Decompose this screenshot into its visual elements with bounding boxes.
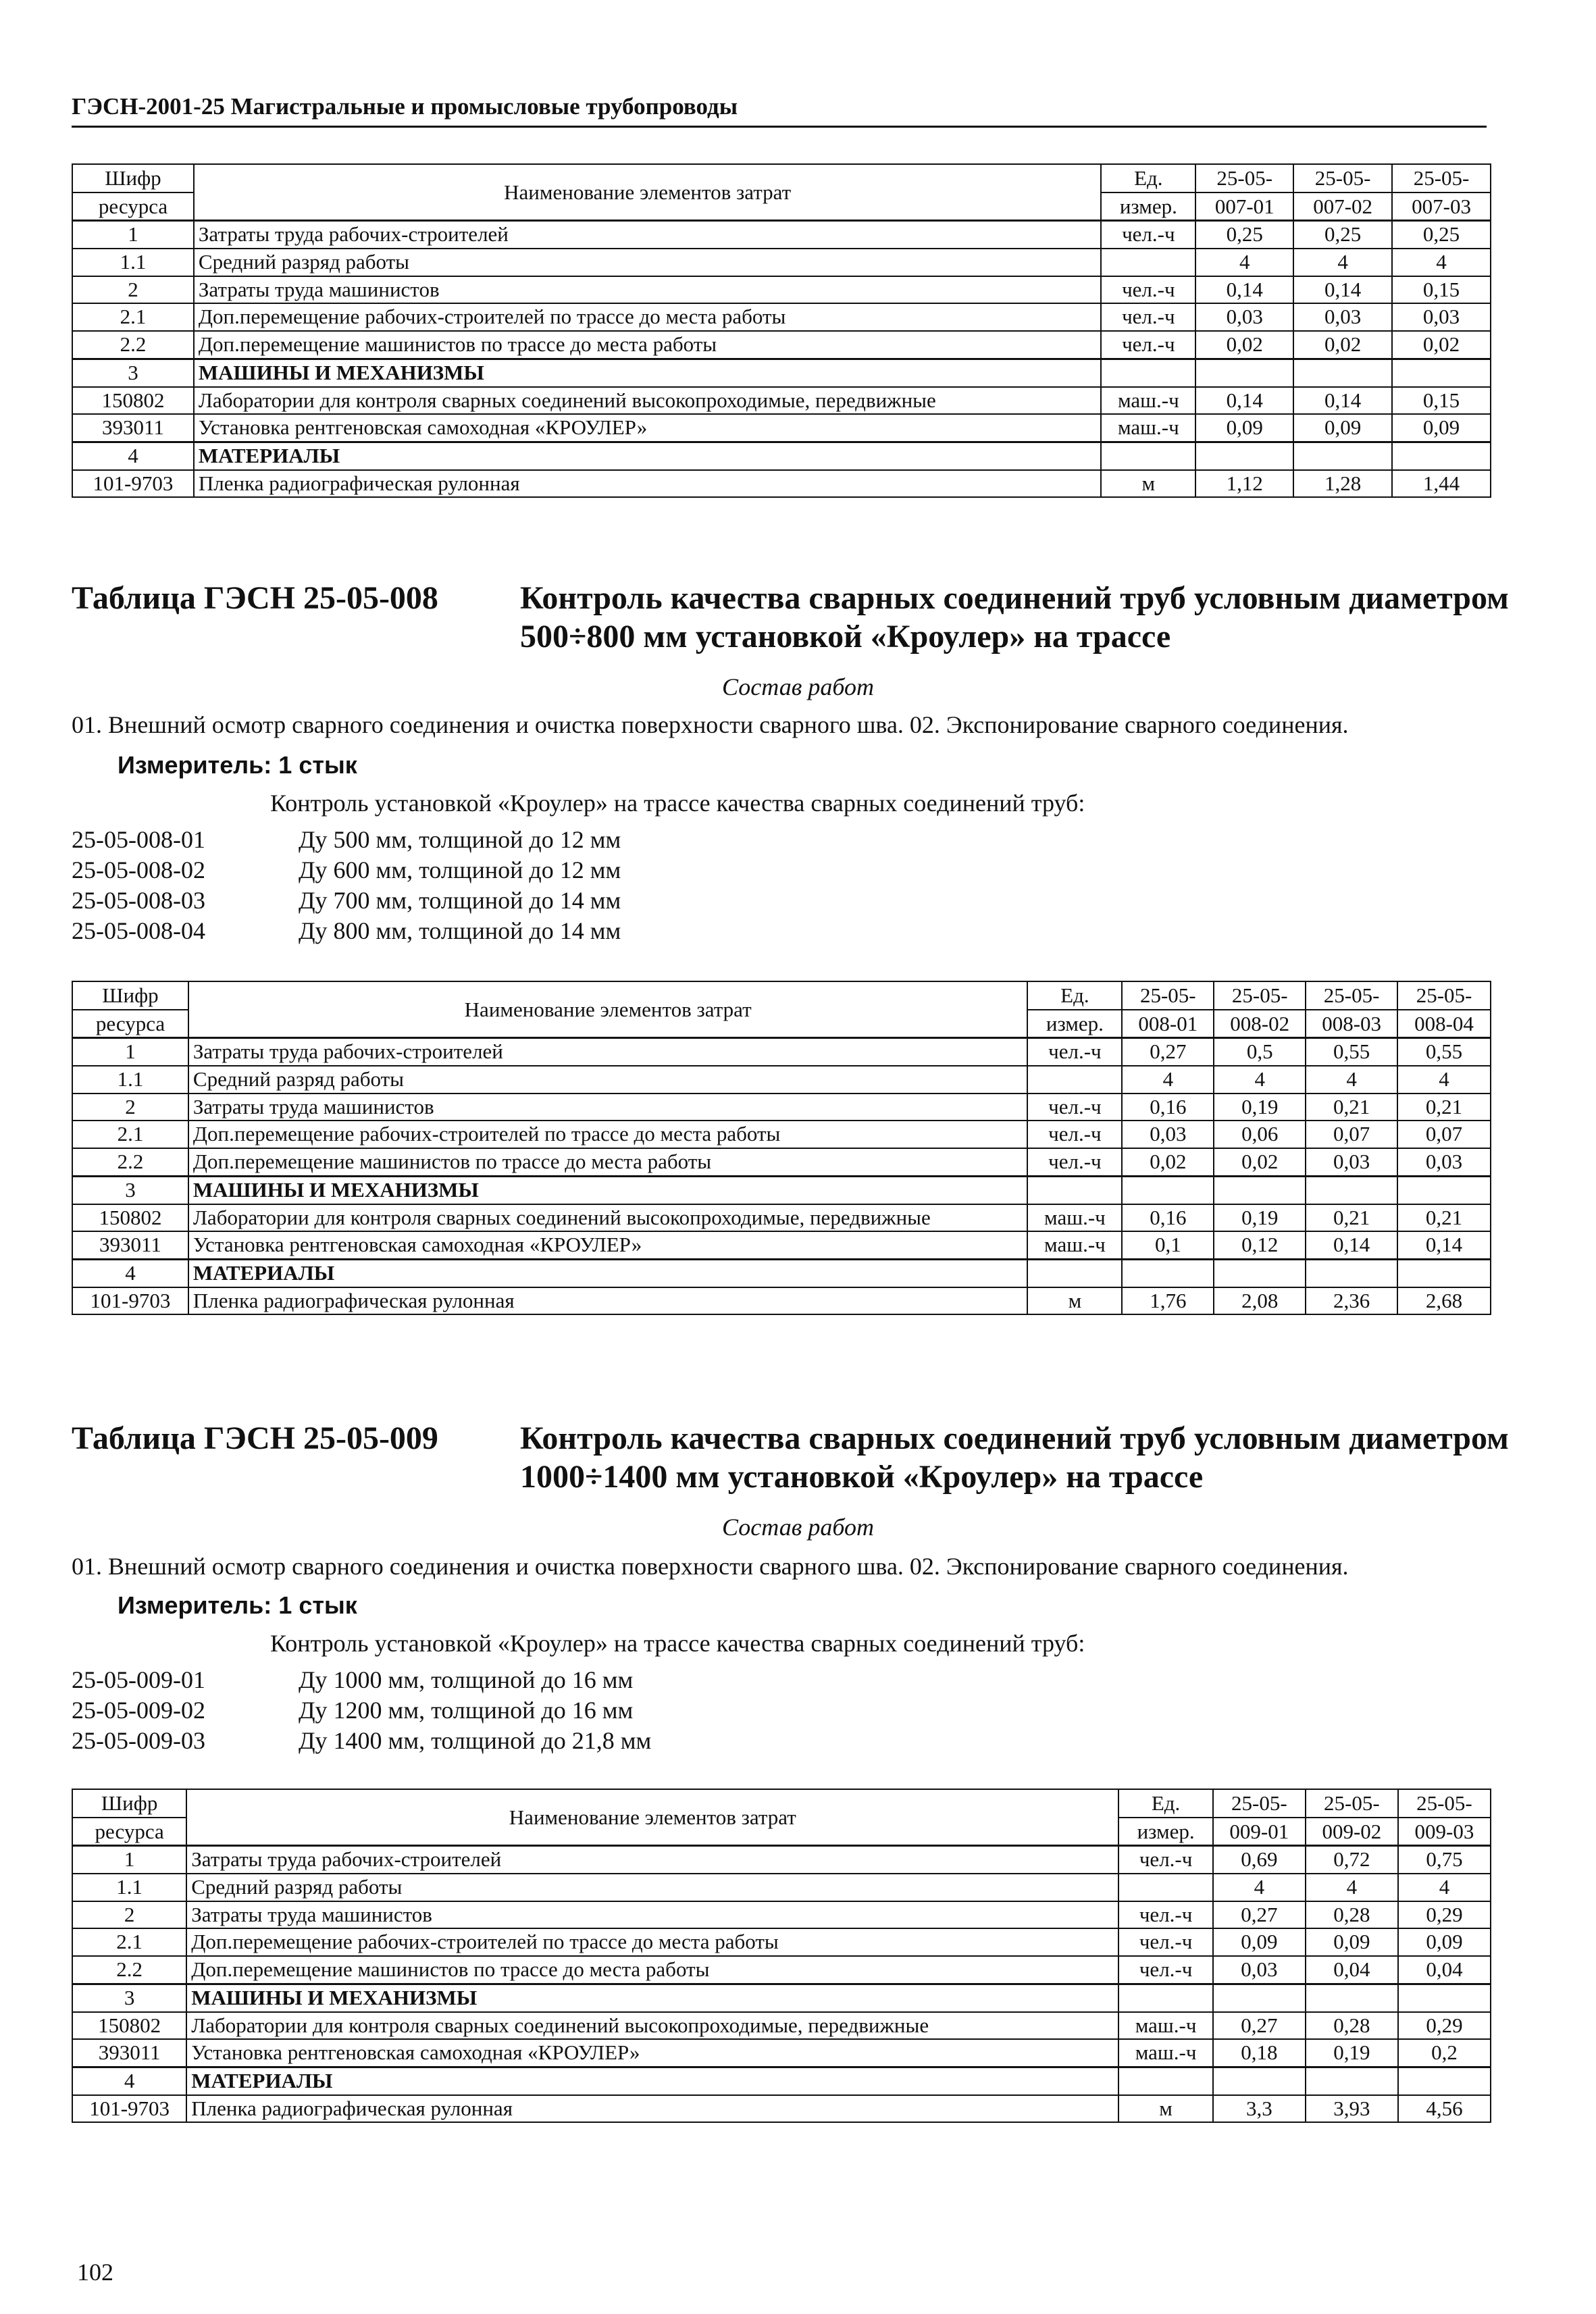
resource-code: 393011 [72,414,194,442]
col-header-norm: 25-05- [1398,1789,1491,1818]
norm-value [1195,359,1293,386]
col-header-norm: 007-02 [1293,192,1392,221]
norm-value: 4 [1195,249,1293,276]
norm-row [72,856,621,884]
col-header-norm: 25-05- [1214,981,1306,1010]
col-header-norm: 25-05- [1195,164,1293,192]
resource-code: 2 [72,1901,186,1929]
unit: м [1101,470,1195,498]
norm-value: 0,27 [1213,2012,1306,2040]
table-row [72,359,1491,386]
col-header-code: ресурса [72,192,194,221]
table-title-009: Контроль качества сварных соединений труб условным диаметром 1000÷1400 мм установкой «Кроулер» на трассе [520,1420,1509,1495]
norm-value: 1,76 [1122,1287,1214,1315]
unit: маш.-ч [1118,2012,1212,2040]
header-row [72,1789,1491,1818]
table-row [72,1204,1491,1232]
norm-code: 25-05-008-04 [72,917,205,944]
norm-value: 4,56 [1398,2095,1491,2123]
norm-value: 0,02 [1122,1148,1214,1176]
resource-code: 1 [72,1038,188,1066]
norm-value: 1,28 [1293,470,1392,498]
table-row [72,221,1491,249]
norm-value: 0,14 [1195,387,1293,415]
table-row [72,2039,1491,2067]
norm-value: 0,25 [1195,221,1293,249]
unit: чел.-ч [1101,221,1195,249]
table-title-008: Контроль качества сварных соединений труб условным диаметром 500÷800 мм установкой «Кроулер» на трассе [520,580,1509,654]
resource-code: 3 [72,359,194,386]
norm-value: 0,03 [1397,1148,1491,1176]
meter-009: Измеритель: 1 стык [118,1591,357,1619]
unit: чел.-ч [1118,1928,1212,1956]
header-row [72,981,1491,1010]
norm-value: 0,09 [1195,414,1293,442]
norm-value: 0,5 [1214,1038,1306,1066]
norm-value: 0,14 [1293,276,1392,304]
col-header-norm: 008-04 [1397,1010,1491,1038]
norm-description: Ду 1200 мм, толщиной до 16 мм [299,1697,634,1724]
table-row [72,1901,1491,1929]
norm-value: 0,27 [1122,1038,1214,1066]
unit: чел.-ч [1118,1956,1212,1984]
table-label-008: Таблица ГЭСН 25-05-008 [72,580,438,616]
cost-element-name: Затраты труда рабочих-строителей [194,221,1101,249]
norm-description: Ду 600 мм, толщиной до 12 мм [299,856,621,883]
norm-value: 0,14 [1195,276,1293,304]
norm-value: 0,09 [1398,1928,1491,1956]
norm-row [72,1666,633,1694]
norm-value: 4 [1398,1874,1491,1901]
resource-code: 4 [72,2067,186,2095]
meter-008: Измеритель: 1 стык [118,751,357,779]
norm-value: 0,02 [1214,1148,1306,1176]
operations-008: 01. Внешний осмотр сварного соединения и очистка поверхности сварного шва. 02. Экспонирование сварного соединения. [72,711,1349,738]
unit: чел.-ч [1027,1121,1122,1148]
col-header-norm: 007-03 [1392,192,1491,221]
norm-value: 0,04 [1306,1956,1398,1984]
norm-description: Ду 1000 мм, толщиной до 16 мм [299,1666,634,1693]
resource-code: 2.1 [72,303,194,331]
norm-value: 0,16 [1122,1204,1214,1232]
norm-code: 25-05-009-02 [72,1697,205,1724]
resource-code: 1.1 [72,249,194,276]
norm-value [1306,1260,1397,1287]
norm-value: 0,04 [1398,1956,1491,1984]
norm-value [1306,1176,1397,1204]
norm-row [72,886,621,915]
unit: маш.-ч [1027,1204,1122,1232]
cost-element-name: Доп.перемещение рабочих-строителей по трассе до места работы [186,1928,1118,1956]
col-header-code: Шифр [72,164,194,192]
cost-element-name: Доп.перемещение машинистов по трассе до места работы [186,1956,1118,1984]
unit: чел.-ч [1118,1901,1212,1929]
norm-value: 0,15 [1392,387,1491,415]
resource-code: 2.2 [72,1148,188,1176]
norm-value: 0,19 [1214,1094,1306,1121]
table-row [72,1066,1491,1094]
table-row [72,387,1491,415]
col-header-code: Шифр [72,981,188,1010]
unit: м [1118,2095,1212,2123]
table-row [72,331,1491,359]
cost-element-name: Лаборатории для контроля сварных соединений высокопроходимые, передвижные [186,2012,1118,2040]
norm-row [72,1726,651,1755]
col-header-norm: 008-01 [1122,1010,1214,1038]
unit: чел.-ч [1101,331,1195,359]
norm-value [1306,2067,1398,2095]
norms-intro-008: Контроль установкой «Кроулер» на трассе качества сварных соединений труб: [270,790,1085,817]
table-row [72,249,1491,276]
norm-value: 0,03 [1195,303,1293,331]
page-number: 102 [77,2259,113,2286]
composition-title-008: Состав работ [722,673,874,700]
col-header-code: Шифр [72,1789,186,1818]
col-header-unit: измер. [1027,1010,1122,1038]
cost-element-name: Затраты труда машинистов [194,276,1101,304]
col-header-norm: 25-05- [1392,164,1491,192]
norm-value: 0,14 [1293,387,1392,415]
page-header: ГЭСН-2001-25 Магистральные и промысловые трубопроводы [72,93,1487,128]
col-header-unit: Ед. [1101,164,1195,192]
norm-code: 25-05-008-02 [72,856,205,883]
table-row [72,1121,1491,1148]
norm-value [1397,1260,1491,1287]
col-header-name: Наименование элементов затрат [186,1789,1118,1846]
unit: чел.-ч [1027,1094,1122,1121]
resource-code: 101-9703 [72,470,194,498]
resource-code: 101-9703 [72,2095,186,2123]
norm-value: 0,09 [1213,1928,1306,1956]
norm-value [1398,2067,1491,2095]
table-row [72,1231,1491,1259]
section-name: МАТЕРИАЛЫ [188,1260,1028,1287]
cost-element-name: Затраты труда машинистов [186,1901,1118,1929]
norm-value [1293,359,1392,386]
norm-value: 0,1 [1122,1231,1214,1259]
cost-element-name: Установка рентгеновская самоходная «КРОУЛЕР» [186,2039,1118,2067]
resource-code: 150802 [72,387,194,415]
col-header-unit: измер. [1118,1818,1212,1846]
norm-value: 4 [1293,249,1392,276]
cost-table-008 [72,981,1491,1315]
resource-code: 1 [72,221,194,249]
unit: чел.-ч [1101,276,1195,304]
norm-value: 0,07 [1397,1121,1491,1148]
cost-element-name: Доп.перемещение рабочих-строителей по трассе до места работы [194,303,1101,331]
table-row [72,1176,1491,1204]
section-name: МАТЕРИАЛЫ [194,442,1101,470]
resource-code: 150802 [72,2012,186,2040]
norm-value [1293,442,1392,470]
norm-code: 25-05-008-03 [72,887,205,914]
norm-value: 0,12 [1214,1231,1306,1259]
cost-element-name: Лаборатории для контроля сварных соединений высокопроходимые, передвижные [194,387,1101,415]
table-row [72,303,1491,331]
table-row [72,1038,1491,1066]
unit: м [1027,1287,1122,1315]
unit: маш.-ч [1101,414,1195,442]
unit [1027,1066,1122,1094]
col-header-norm: 25-05- [1397,981,1491,1010]
norm-value: 0,25 [1392,221,1491,249]
norm-value: 0,21 [1306,1204,1397,1232]
norm-value: 0,09 [1306,1928,1398,1956]
norm-value [1122,1176,1214,1204]
norm-value [1122,1260,1214,1287]
section-name: МАШИНЫ И МЕХАНИЗМЫ [194,359,1101,386]
norm-value: 0,25 [1293,221,1392,249]
norm-value: 4 [1122,1066,1214,1094]
norm-description: Ду 1400 мм, толщиной до 21,8 мм [299,1727,652,1754]
norm-value: 0,28 [1306,2012,1398,2040]
col-header-norm: 007-01 [1195,192,1293,221]
cost-element-name: Доп.перемещение машинистов по трассе до места работы [194,331,1101,359]
table-row [72,2012,1491,2040]
norm-row [72,1696,633,1724]
norm-value: 0,18 [1213,2039,1306,2067]
norm-value: 2,08 [1214,1287,1306,1315]
norm-value [1392,359,1491,386]
norm-value: 0,03 [1213,1956,1306,1984]
section-name: МАТЕРИАЛЫ [186,2067,1118,2095]
cost-element-name: Пленка радиографическая рулонная [188,1287,1028,1315]
resource-code: 2 [72,1094,188,1121]
norm-value: 0,02 [1195,331,1293,359]
cost-element-name: Средний разряд работы [188,1066,1028,1094]
norm-value: 0,16 [1122,1094,1214,1121]
norm-value: 0,07 [1306,1121,1397,1148]
norm-value [1398,1984,1491,2011]
cost-element-name: Доп.перемещение рабочих-строителей по трассе до места работы [188,1121,1028,1148]
unit: маш.-ч [1101,387,1195,415]
norm-description: Ду 700 мм, толщиной до 14 мм [299,887,621,914]
resource-code: 150802 [72,1204,188,1232]
table-row [72,1874,1491,1901]
resource-code: 2.2 [72,331,194,359]
norm-value [1306,1984,1398,2011]
cost-element-name: Затраты труда рабочих-строителей [188,1038,1028,1066]
norm-value: 4 [1306,1874,1398,1901]
col-header-norm: 25-05- [1122,981,1214,1010]
col-header-norm: 008-03 [1306,1010,1397,1038]
table-label-009: Таблица ГЭСН 25-05-009 [72,1420,438,1456]
norm-value: 0,09 [1392,414,1491,442]
norm-code: 25-05-008-01 [72,826,205,853]
composition-title-009: Состав работ [722,1514,874,1541]
norm-value: 3,3 [1213,2095,1306,2123]
cost-element-name: Пленка радиографическая рулонная [194,470,1101,498]
norm-value: 0,03 [1293,303,1392,331]
norm-value: 4 [1392,249,1491,276]
table-row [72,1260,1491,1287]
norm-value [1213,2067,1306,2095]
norm-value: 0,21 [1306,1094,1397,1121]
col-header-norm: 25-05- [1213,1789,1306,1818]
col-header-name: Наименование элементов затрат [188,981,1028,1038]
cost-table-007 [72,163,1491,498]
norm-row [72,825,621,854]
norm-description: Ду 800 мм, толщиной до 14 мм [299,917,621,944]
norm-value: 0,19 [1214,1204,1306,1232]
norm-value [1397,1176,1491,1204]
unit [1118,1874,1212,1901]
table-row [72,1928,1491,1956]
norm-value [1214,1260,1306,1287]
unit: чел.-ч [1118,1846,1212,1874]
norm-value: 0,29 [1398,2012,1491,2040]
cost-element-name: Лаборатории для контроля сварных соединений высокопроходимые, передвижные [188,1204,1028,1232]
resource-code: 4 [72,442,194,470]
norm-value: 0,28 [1306,1901,1398,1929]
resource-code: 3 [72,1984,186,2011]
norm-value: 0,02 [1392,331,1491,359]
table-row [72,470,1491,498]
col-header-norm: 009-03 [1398,1818,1491,1846]
col-header-norm: 25-05- [1293,164,1392,192]
unit [1027,1260,1122,1287]
norm-value: 0,02 [1293,331,1392,359]
norm-value [1213,1984,1306,2011]
table-row [72,276,1491,304]
norm-value: 0,03 [1306,1148,1397,1176]
resource-code: 393011 [72,2039,186,2067]
col-header-norm: 008-02 [1214,1010,1306,1038]
resource-code: 2.2 [72,1956,186,1984]
cost-element-name: Установка рентгеновская самоходная «КРОУЛЕР» [188,1231,1028,1259]
norm-value: 0,06 [1214,1121,1306,1148]
table-row [72,1846,1491,1874]
cost-element-name: Затраты труда машинистов [188,1094,1028,1121]
norm-value: 0,21 [1397,1094,1491,1121]
norm-value: 0,14 [1306,1231,1397,1259]
resource-code: 2 [72,276,194,304]
resource-code: 2.1 [72,1928,186,1956]
col-header-name: Наименование элементов затрат [194,164,1101,221]
norm-value: 0,03 [1122,1121,1214,1148]
resource-code: 3 [72,1176,188,1204]
cost-element-name: Средний разряд работы [194,249,1101,276]
norm-value: 1,44 [1392,470,1491,498]
norm-row [72,917,621,945]
table-row [72,414,1491,442]
norm-value: 0,15 [1392,276,1491,304]
norm-value: 0,21 [1397,1204,1491,1232]
section-name: МАШИНЫ И МЕХАНИЗМЫ [188,1176,1028,1204]
col-header-norm: 25-05- [1306,981,1397,1010]
norm-value: 0,75 [1398,1846,1491,1874]
norm-value: 4 [1397,1066,1491,1094]
norm-description: Ду 500 мм, толщиной до 12 мм [299,826,621,853]
norm-value: 2,68 [1397,1287,1491,1315]
cost-element-name: Затраты труда рабочих-строителей [186,1846,1118,1874]
table-row [72,2067,1491,2095]
unit [1118,1984,1212,2011]
resource-code: 4 [72,1260,188,1287]
table-row [72,1956,1491,1984]
norm-value: 0,2 [1398,2039,1491,2067]
table-row [72,442,1491,470]
norm-value: 0,55 [1397,1038,1491,1066]
col-header-code: ресурса [72,1010,188,1038]
unit: маш.-ч [1027,1231,1122,1259]
norm-value [1214,1176,1306,1204]
norm-value: 1,12 [1195,470,1293,498]
unit [1101,249,1195,276]
norm-value: 0,27 [1213,1901,1306,1929]
norm-value: 0,03 [1392,303,1491,331]
norm-value: 4 [1213,1874,1306,1901]
cost-element-name: Пленка радиографическая рулонная [186,2095,1118,2123]
col-header-unit: измер. [1101,192,1195,221]
col-header-unit: Ед. [1027,981,1122,1010]
unit: маш.-ч [1118,2039,1212,2067]
unit: чел.-ч [1027,1148,1122,1176]
unit: чел.-ч [1027,1038,1122,1066]
table-row [72,1984,1491,2011]
norm-value: 0,09 [1293,414,1392,442]
table-row [72,2095,1491,2123]
col-header-norm: 25-05- [1306,1789,1398,1818]
operations-009: 01. Внешний осмотр сварного соединения и очистка поверхности сварного шва. 02. Экспонирование сварного соединения. [72,1553,1349,1580]
norm-value: 0,55 [1306,1038,1397,1066]
cost-element-name: Средний разряд работы [186,1874,1118,1901]
col-header-norm: 009-02 [1306,1818,1398,1846]
resource-code: 1.1 [72,1066,188,1094]
cost-element-name: Установка рентгеновская самоходная «КРОУЛЕР» [194,414,1101,442]
norm-value: 0,29 [1398,1901,1491,1929]
cost-table-009 [72,1789,1491,2123]
norms-intro-009: Контроль установкой «Кроулер» на трассе качества сварных соединений труб: [270,1630,1085,1657]
table-row [72,1148,1491,1176]
norm-code: 25-05-009-03 [72,1727,205,1754]
table-row [72,1094,1491,1121]
table-row [72,1287,1491,1315]
section-name: МАШИНЫ И МЕХАНИЗМЫ [186,1984,1118,2011]
unit: чел.-ч [1101,303,1195,331]
resource-code: 1 [72,1846,186,1874]
unit [1027,1176,1122,1204]
unit [1101,442,1195,470]
norm-value: 0,19 [1306,2039,1398,2067]
norm-value: 0,14 [1397,1231,1491,1259]
norm-value [1195,442,1293,470]
norm-value: 0,72 [1306,1846,1398,1874]
norm-value: 3,93 [1306,2095,1398,2123]
norm-value: 4 [1306,1066,1397,1094]
unit [1101,359,1195,386]
resource-code: 393011 [72,1231,188,1259]
resource-code: 1.1 [72,1874,186,1901]
norm-value: 4 [1214,1066,1306,1094]
col-header-code: ресурса [72,1818,186,1846]
col-header-unit: Ед. [1118,1789,1212,1818]
header-row [72,164,1491,192]
norm-value [1392,442,1491,470]
cost-element-name: Доп.перемещение машинистов по трассе до места работы [188,1148,1028,1176]
resource-code: 2.1 [72,1121,188,1148]
norm-value: 2,36 [1306,1287,1397,1315]
resource-code: 101-9703 [72,1287,188,1315]
col-header-norm: 009-01 [1213,1818,1306,1846]
unit [1118,2067,1212,2095]
norm-code: 25-05-009-01 [72,1666,205,1693]
norm-value: 0,69 [1213,1846,1306,1874]
